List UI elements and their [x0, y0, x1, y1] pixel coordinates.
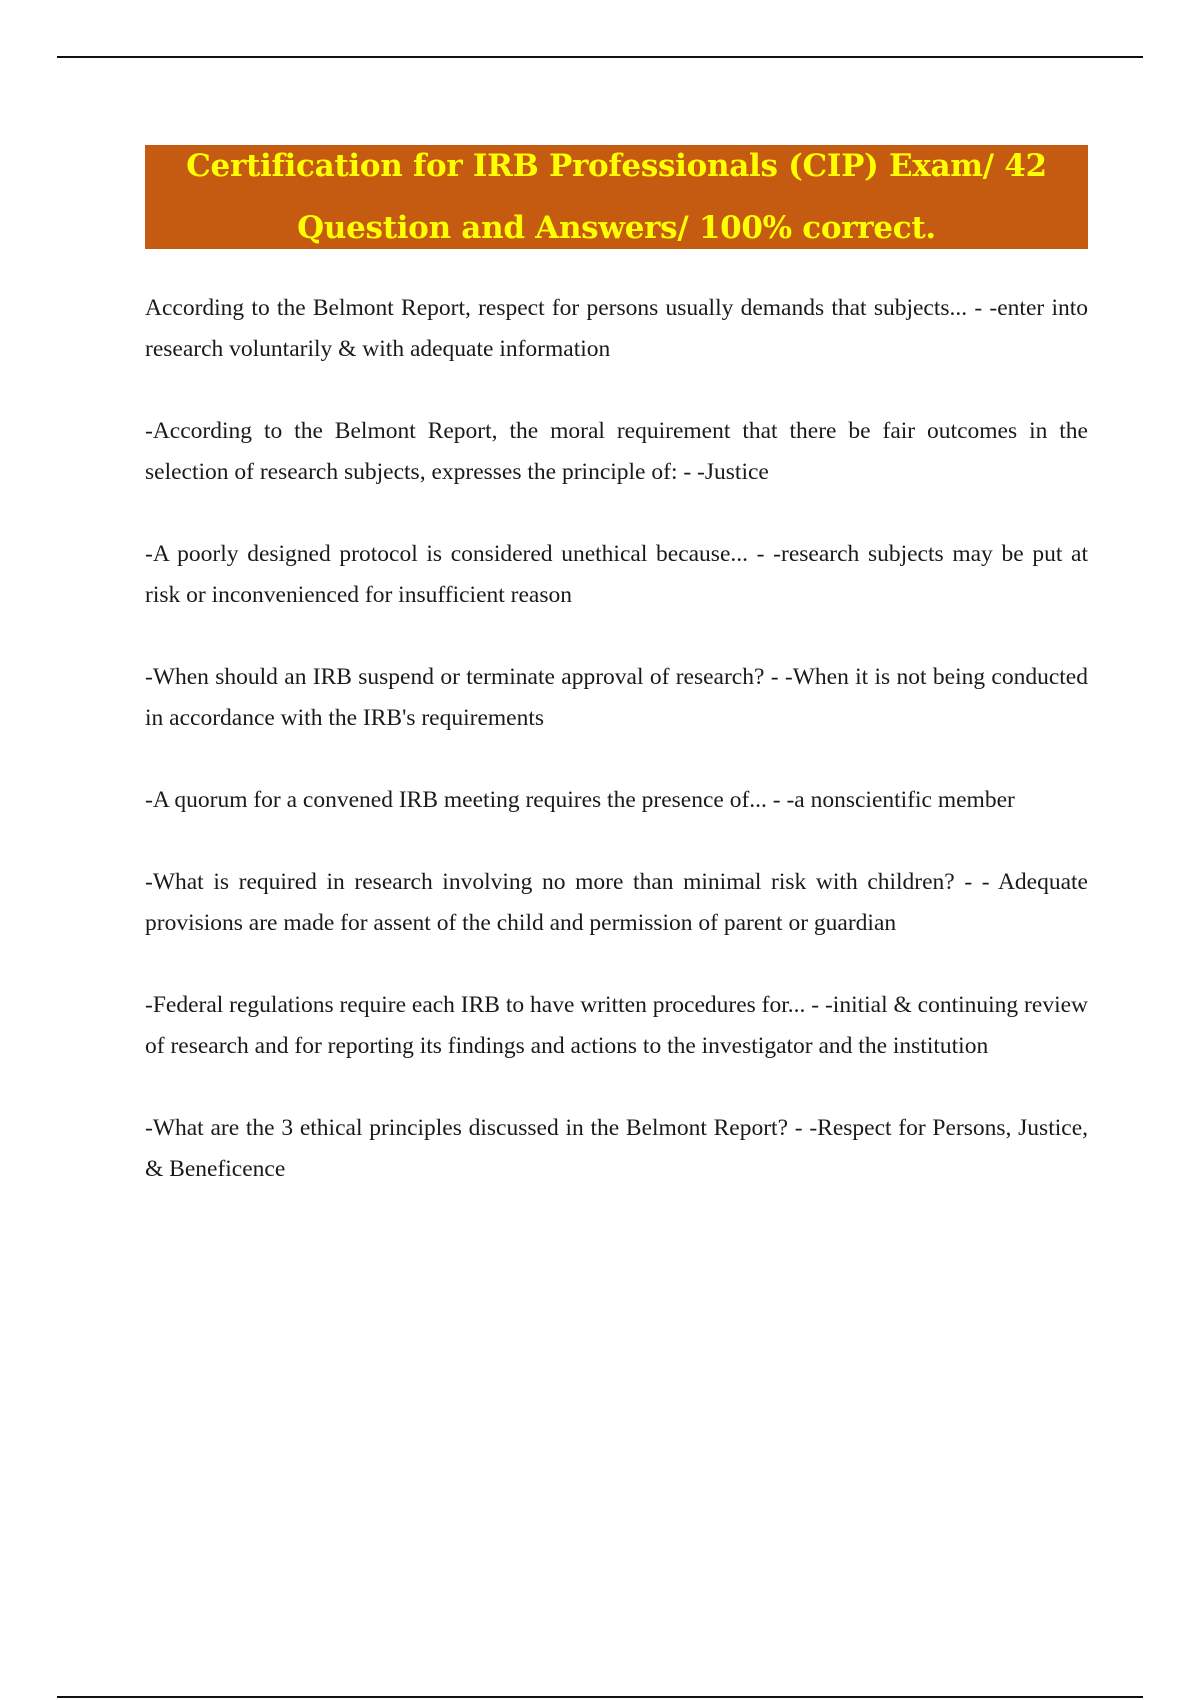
title-banner [145, 145, 1088, 249]
qa-item: -What is required in research involving no more than minimal risk with children? - - Adequate provisions are made for assent of the child and permission of parent or guardian [145, 869, 1088, 936]
qa-list [145, 288, 1088, 1231]
title-line-1: Certification for IRB Professionals (CIP) Exam/ 42 [186, 148, 1047, 184]
qa-item: -According to the Belmont Report, the moral requirement that there be fair outcomes in the selection of research subjects, expresses the principle of: - -Justice [145, 418, 1088, 485]
qa-item: -A quorum for a convened IRB meeting requires the presence of... - -a nonscientific member [145, 787, 1015, 813]
bottom-rule [57, 1696, 1143, 1698]
title-line-2: Question and Answers/ 100% correct. [297, 210, 936, 246]
qa-item: -A poorly designed protocol is considered unethical because... - -research subjects may be put at risk or inconvenienced for insufficient reason [145, 541, 1088, 608]
qa-item: -What are the 3 ethical principles discussed in the Belmont Report? - -Respect for Persons, Justice, & Beneficence [145, 1115, 1088, 1182]
qa-item: According to the Belmont Report, respect for persons usually demands that subjects... - -enter into research voluntarily & with adequate information [145, 295, 1088, 362]
qa-item: -When should an IRB suspend or terminate approval of research? - -When it is not being conducted in accordance with the IRB's requirements [145, 664, 1088, 731]
top-rule [57, 56, 1143, 58]
qa-item: -Federal regulations require each IRB to have written procedures for... - -initial & continuing review of research and for reporting its findings and actions to the investigator and the institution [145, 992, 1088, 1059]
